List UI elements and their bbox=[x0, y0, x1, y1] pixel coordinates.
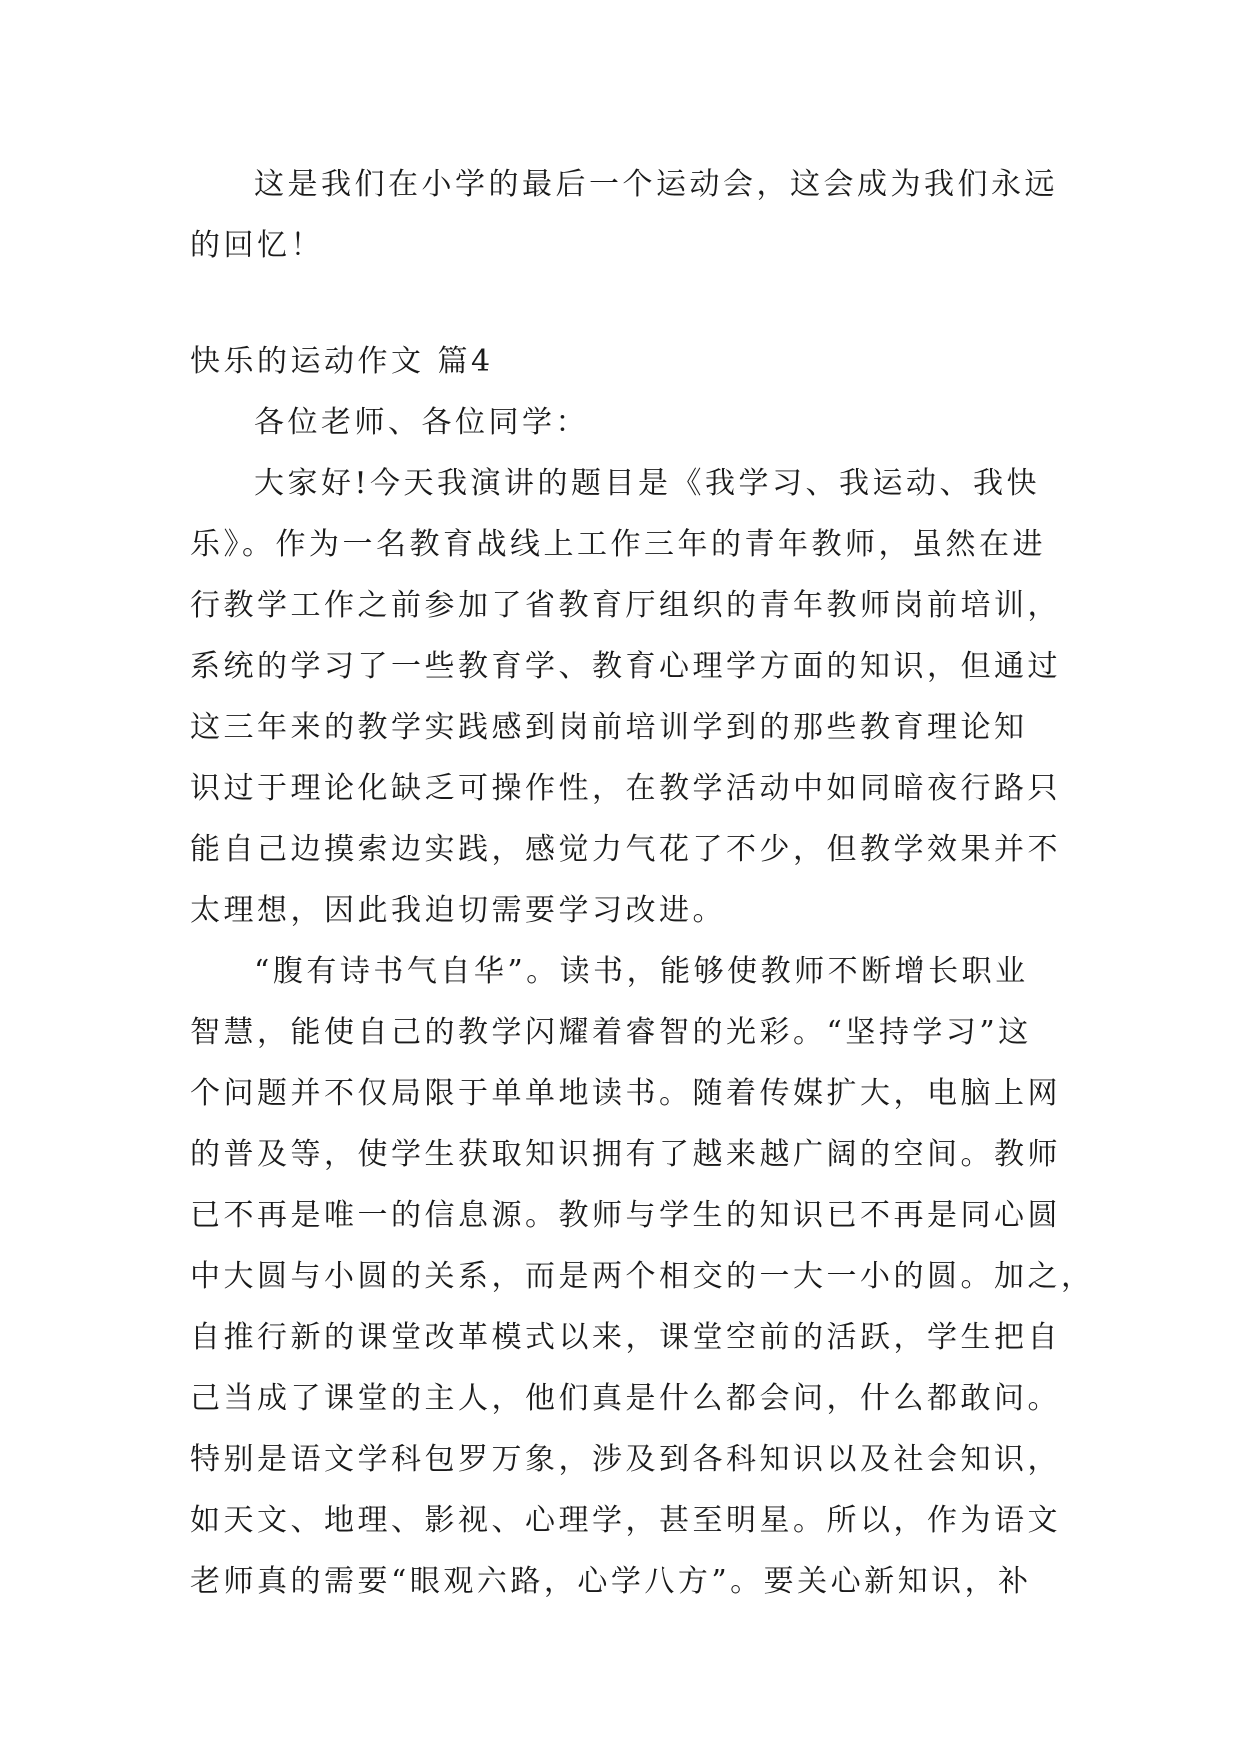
intro-paragraph bbox=[190, 154, 1058, 276]
section-heading bbox=[190, 331, 1052, 392]
paragraph-line: 太理想，因此我迫切需要学习改进。 bbox=[190, 893, 726, 928]
paragraph-line: 特别是语文学科包罗万象，涉及到各科知识以及社会知识， bbox=[190, 1442, 1061, 1477]
body-paragraph-1 bbox=[190, 453, 1061, 941]
paragraph-line: 能自己边摸索边实践，感觉力气花了不少，但教学效果并不 bbox=[190, 832, 1061, 867]
paragraph-line: 老师真的需要“眼观六路，心学八方”。要关心新知识，补 bbox=[190, 1564, 1032, 1599]
paragraph-line: 这是我们在小学的最后一个运动会，这会成为我们永远 bbox=[254, 167, 1058, 202]
paragraph-line: 己当成了课堂的主人，他们真是什么都会问，什么都敢问。 bbox=[190, 1381, 1061, 1416]
paragraph-line: 大家好!今天我演讲的题目是《我学习、我运动、我快 bbox=[254, 466, 1041, 501]
paragraph-line: 中大圆与小圆的关系，而是两个相交的一大一小的圆。加之， bbox=[190, 1259, 1095, 1294]
greeting-text: 各位老师、各位同学： bbox=[254, 405, 589, 440]
paragraph-line: 个问题并不仅局限于单单地读书。随着传媒扩大，电脑上网 bbox=[190, 1076, 1061, 1111]
paragraph-line: 自推行新的课堂改革模式以来，课堂空前的活跃，学生把自 bbox=[190, 1320, 1061, 1355]
paragraph-line: 乐》。作为一名教育战线上工作三年的青年教师，虽然在进 bbox=[190, 527, 1046, 562]
paragraph-line: 的回忆！ bbox=[190, 228, 324, 263]
paragraph-line: 的普及等，使学生获取知识拥有了越来越广阔的空间。教师 bbox=[190, 1137, 1061, 1172]
greeting-paragraph bbox=[190, 392, 1052, 453]
paragraph-line: 已不再是唯一的信息源。教师与学生的知识已不再是同心圆 bbox=[190, 1198, 1061, 1233]
body-paragraph-2 bbox=[190, 941, 1095, 1612]
paragraph-line: 识过于理论化缺乏可操作性，在教学活动中如同暗夜行路只 bbox=[190, 771, 1061, 806]
heading-text: 快乐的运动作文 篇4 bbox=[190, 344, 494, 379]
paragraph-line: 系统的学习了一些教育学、教育心理学方面的知识，但通过 bbox=[190, 649, 1061, 684]
paragraph-line: 如天文、地理、影视、心理学，甚至明星。所以，作为语文 bbox=[190, 1503, 1061, 1538]
paragraph-line: 行教学工作之前参加了省教育厅组织的青年教师岗前培训， bbox=[190, 588, 1061, 623]
paragraph-line: “腹有诗书气自华”。读书，能够使教师不断增长职业 bbox=[254, 954, 1029, 989]
paragraph-line: 这三年来的教学实践感到岗前培训学到的那些教育理论知 bbox=[190, 710, 1028, 745]
paragraph-line: 智慧，能使自己的教学闪耀着睿智的光彩。“坚持学习”这 bbox=[190, 1015, 1032, 1050]
